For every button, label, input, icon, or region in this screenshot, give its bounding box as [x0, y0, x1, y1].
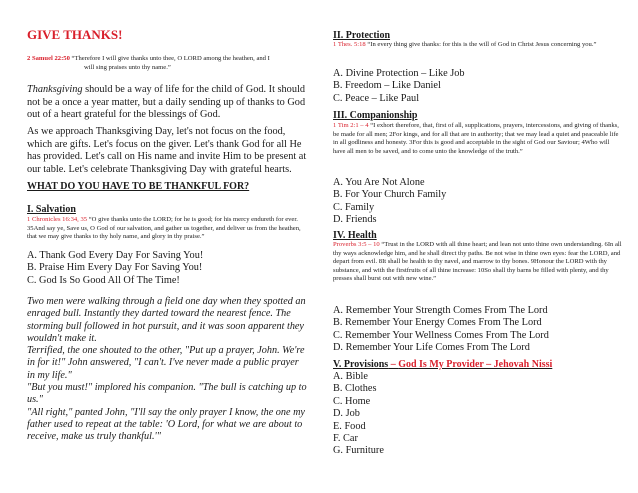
health-list [333, 305, 623, 355]
protection-verse [333, 41, 623, 50]
list-item: D. Friends [333, 214, 377, 226]
intro-paragraph [27, 84, 307, 122]
list-item: A. Remember Your Strength Comes From The Lord [333, 305, 548, 316]
companionship-list [333, 177, 623, 227]
salvation-ref: 1 Chronicles 16:34, 35 [27, 216, 88, 223]
list-item: E. Food [333, 420, 366, 432]
provisions-list [333, 371, 623, 458]
provisions-heading [333, 359, 623, 370]
page-title: GIVE THANKS! [27, 27, 123, 42]
list-item: A. Thank God Every Day For Saving You! [27, 250, 204, 261]
provisions-subtitle: God Is My Provider – Jehovah Nissi [398, 359, 553, 370]
list-item: B. Clothes [333, 383, 377, 395]
list-item: D. Job [333, 408, 360, 420]
story-paragraph: Two men were walking through a field one day when they spotted an enraged bull. Instantly they darted toward the nearest fence. The storming bull followed in hot pursuit, and it was soon apparent they wouldn't make it. [27, 296, 306, 344]
list-item: B. Remember Your Energy Comes From The Lord [333, 317, 542, 329]
list-item: F. Car [333, 433, 358, 445]
story-paragraph: "But you must!" implored his companion. "The bull is catching up to us." [27, 382, 307, 406]
health-heading: IV. Health [333, 230, 377, 241]
list-item: A. Divine Protection – Like Job [333, 68, 465, 79]
companionship-heading: III. Companionship [333, 110, 418, 121]
companionship-verse [333, 122, 623, 156]
list-item: C. Family [333, 201, 375, 213]
list-item: C. Remember Your Wellness Comes From The Lord [333, 329, 549, 341]
opening-verse-a: “Therefore I will give thanks unto thee, O LORD among the heathen, and I [71, 55, 270, 62]
protection-verse-text: “In every thing give thanks: for this is the will of God in Christ Jesus concerning you.” [365, 41, 597, 48]
list-item: C. God Is So Good All Of The Time! [27, 274, 180, 286]
salvation-heading: I. Salvation [27, 204, 76, 215]
opening-scripture [27, 55, 305, 72]
story-paragraph: "All right," panted John, "I'll say the only prayer I know, the one my father used to repeat at the table: 'O Lord, for what we are about to receive, make us truly thankful.'" [27, 406, 305, 443]
list-item: B. Freedom – Like Daniel [333, 80, 441, 92]
list-item: G. Furniture [333, 445, 384, 457]
intro-paragraph-2: As we approach Thanksgiving Day, let's not focus on the food, which are gifts. Let's focus on the giver. Let's thank God for all He has provided. Let's call on His name and invite Him to be present at our table. Let's celebrate Thanksgiving Day with grateful hearts. [27, 126, 307, 175]
bull-story [27, 296, 307, 444]
what-heading: WHAT DO YOU HAVE TO BE THANKFUL FOR? [27, 181, 250, 192]
health-ref: Proverbs 3:5 – 10 [333, 241, 380, 248]
salvation-verse [27, 216, 307, 242]
intro-rest: should be a way of life for the child of God. It should not be a once a year matter, but a daily sending up of thanks to God out of a heart grateful for the blessings of God. [27, 84, 306, 120]
opening-ref: 2 Samuel 22:50 [27, 55, 70, 62]
provisions-label: V. Provisions [333, 359, 389, 370]
protection-list [333, 68, 623, 105]
list-item: A. You Are Not Alone [333, 177, 425, 188]
salvation-list [27, 250, 203, 287]
intro-italic-word: Thanksgiving [27, 84, 83, 95]
protection-ref: 1 Thes. 5:18 [333, 41, 366, 48]
opening-verse-b: will sing praises unto thy name.” [84, 63, 171, 71]
story-paragraph: Terrified, the one shouted to the other, "Put up a prayer, John. We're in for it!" John answered, "I can't. I've never made a public prayer in my life." [27, 345, 305, 381]
companionship-ref: 1 Tim 2:1 – 4 [333, 122, 369, 129]
list-item: A. Bible [333, 371, 368, 382]
list-item: C. Peace – Like Paul [333, 92, 420, 104]
protection-heading: II. Protection [333, 30, 391, 41]
list-item: B. Praise Him Every Day For Saving You! [27, 262, 203, 274]
health-verse [333, 241, 623, 284]
list-item: B. For Your Church Family [333, 189, 447, 201]
list-item: D. Remember Your Life Comes From The Lord [333, 342, 530, 354]
salvation-verse-text: “O give thanks unto the LORD; for he is good; for his mercy endureth for ever. 35And say ye, Save us, O God of our salvation, and gather us together, and deliver us from the heathen, that we may give thanks to thy holy name, and glory in thy praise.” [27, 216, 301, 240]
provisions-dash: – [388, 359, 399, 370]
companionship-verse-text: “I exhort therefore, that, first of all, supplications, prayers, intercessions, and giving of thanks, be made for all men; 2For kings, and for all that are in authority; that we may lead a quiet and peaceable life in all godliness and honesty. 3For this is good and acceptable in the sight of God our Saviour; 4Who will have all men to be saved, and to come unto the knowledge of the truth.” [333, 122, 619, 155]
list-item: C. Home [333, 395, 371, 407]
health-verse-text: “Trust in the LORD with all thine heart; and lean not unto thine own understanding. 6In all thy ways acknowledge him, and he shall direct thy paths. Be not wise in thine own eyes: fear the LORD, and depart from evil. 8It shall be health to thy navel, and marrow to thy bones. 9Honour the LORD with thy substance, and with the firstfruits of all thine increase: 10So shall thy barns be filled with plenty, and thy presses shall burst out with new wine.” [333, 241, 622, 282]
